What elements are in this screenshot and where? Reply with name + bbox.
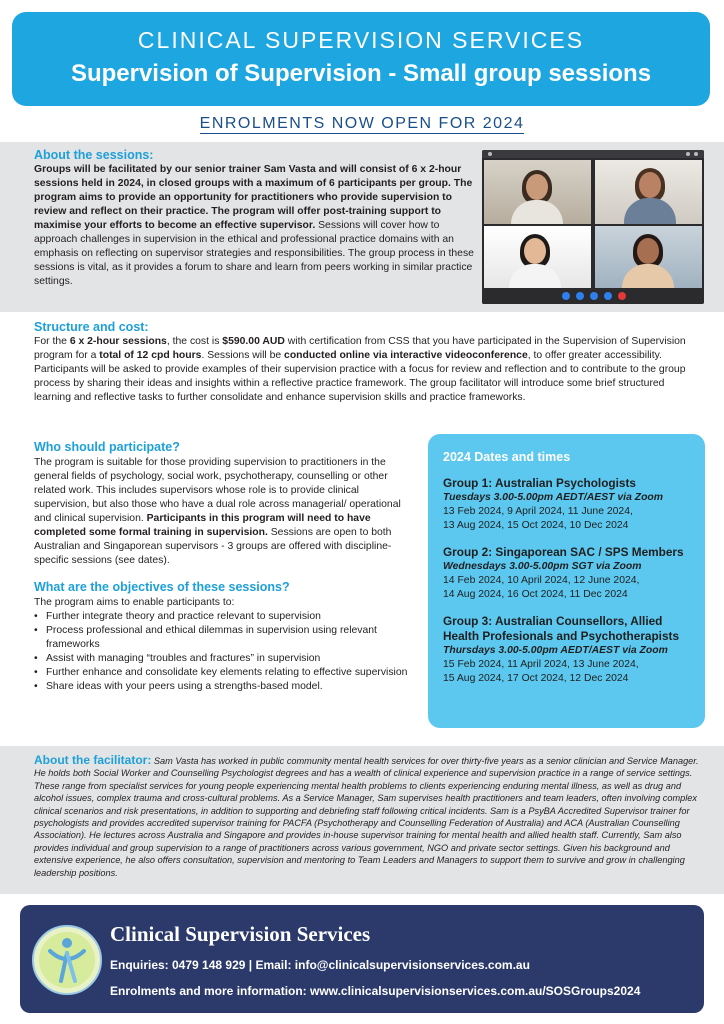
list-item: • Further enhance and consolidate key elements relating to effective supervision xyxy=(34,666,416,680)
group-dates: 15 Feb 2024, 11 April 2024, 13 June 2024, xyxy=(443,659,639,670)
structure-bold-text: conducted online via interactive videoconference xyxy=(284,350,528,361)
structure-body xyxy=(34,335,704,405)
participate-text: The program is suitable for those providing supervision to practitioners in the general fields of psychology, social work, psychotherapy, counselling or other related work. This includes supervisors whose role is to provide clinical supervision, but also those who have a dual role across managerial/ operational and clinical supervision. xyxy=(34,457,401,524)
group-title: Group 3: Australian Counsellors, Allied Health Profesionals and Psychotherapists xyxy=(443,614,680,643)
structure-text: with certification from CSS that you have participated in the Supervision of Supervision program for a xyxy=(34,336,686,361)
about-sessions-body xyxy=(34,163,474,289)
participate-section xyxy=(34,440,416,568)
structure-text: For the xyxy=(34,336,70,347)
window-dot-icon xyxy=(686,152,690,156)
list-item: • Assist with managing “troubles and fractures” in supervision xyxy=(34,652,416,666)
dates-title: 2024 Dates and times xyxy=(443,450,571,464)
group-time: Thursdays 3.00-5.00pm AEDT/AEST via Zoom xyxy=(443,645,668,656)
footer-enquiries: Enquiries: 0479 148 929 | Email: info@clinicalsupervisionservices.com.au xyxy=(110,958,530,972)
facilitator-text xyxy=(34,754,706,879)
about-sessions-heading: About the sessions: xyxy=(34,148,154,162)
video-tile-participant xyxy=(484,160,591,224)
video-call-topbar xyxy=(482,150,704,158)
left-column xyxy=(34,440,416,694)
participate-text: Sessions are open to both Australian and Singaporean supervisors - 3 groups are offered with discipline-specific sessions (see dates). xyxy=(34,527,392,566)
structure-text: , to offer greater accessibility. Participants will be asked to provide examples of their supervision practice with a focus for review and reflection and to contribute to the group process by sharing their ideas and insights within a reflective practice framework. The group facilitator will introduce some brief structured learning and reflective tasks to further consolidate and enhance supervision skills and practice frameworks. xyxy=(34,350,686,403)
facilitator-body: Sam Vasta has worked in public community mental health services for over thirty-five years as a senior clinician and Service Manager. He holds both Social Worker and Counselling Psychologist degrees and has a wealth of clinical experience and supervision practice in a range of service settings. These range from specialist services for young people experiencing mental health problems to clients experiencing enduring mental illness, as well as drug and alcohol issues, complex trauma and cross-cultural problems. As a Service Manager, Sam supervises health practitioners and team leaders, often involving complex clinical scenarios and risk presentations, in addition to supporting and debriefing staff following critical incidents. Sam is a PsyBA Accredited Supervisor trainer for psychologists and provides accredited supervisor training for PACFA (Psychotherapy and Counselling Federation of Australia) and ACA (Australian Counselling Association). He lectures across Australia and Singapore and provides in-house supervisor training for mental health and allied health staff. Currently, Sam also provides individual and group supervision to a range of practitioners across various government, NGO and private sector settings. Given his background and extensive experience, he also offers consultation, supervision and mentoring to Team Leaders and Managers to support them to survive and grow in challenging leadership positions. xyxy=(34,756,699,878)
structure-text: . Sessions will be xyxy=(201,350,285,361)
structure-cost-section xyxy=(34,320,704,405)
video-call-photo xyxy=(482,150,704,304)
participate-bold-text: Participants in this program will need to have completed some formal training in supervision. xyxy=(34,513,371,538)
group-dates: 15 Aug 2024, 17 Oct 2024, 12 Dec 2024 xyxy=(443,673,629,684)
participate-body xyxy=(34,456,416,568)
facilitator-heading: About the facilitator: xyxy=(34,753,152,767)
group-title: Group 2: Singaporean SAC / SPS Members xyxy=(443,545,684,559)
share-screen-icon xyxy=(590,292,598,300)
objectives-intro: The program aims to enable participants to: xyxy=(34,597,235,608)
objectives-list xyxy=(34,610,416,694)
list-item: • Further integrate theory and practice relevant to supervision xyxy=(34,610,416,624)
mic-icon xyxy=(562,292,570,300)
structure-price: $590.00 AUD xyxy=(222,336,285,347)
group-time: Tuesdays 3.00-5.00pm AEDT/AEST via Zoom xyxy=(443,492,664,503)
enrolments-banner xyxy=(0,115,724,133)
about-plain-text: Sessions will cover how to approach challenges in supervision in the ethical and professional practice domains with an emphasis on reflecting on supervisor strategies and responsibilities. The group process in these sessions is vital, as it provides a forum to share and learn from peers working in similar practice settings. xyxy=(34,220,474,287)
about-bold-text: Groups will be facilitated by our senior trainer Sam Vasta and will consist of 6 x 2-hour sessions held in 2024, in closed groups with a maximum of 6 participants per group. The program aims to provide an opportunity for practitioners who provide supervision to review and reflect on their practice. The program will offer post-training support to maximise your efforts to become an effective supervisor. xyxy=(34,164,473,231)
group-2 xyxy=(443,545,691,602)
structure-cpd-hours: total of 12 cpd hours xyxy=(99,350,202,361)
dates-times-box xyxy=(428,434,705,728)
video-tile-participant xyxy=(484,226,591,290)
enrolments-text: ENROLMENTS NOW OPEN FOR 2024 xyxy=(199,115,525,132)
video-tile-participant xyxy=(595,226,702,290)
end-call-icon xyxy=(618,292,626,300)
objectives-section xyxy=(34,580,416,694)
css-logo-icon xyxy=(30,923,104,997)
group-title: Group 1: Australian Psychologists xyxy=(443,476,636,490)
window-dot-icon xyxy=(694,152,698,156)
header-title: Supervision of Supervision - Small group sessions xyxy=(70,60,652,87)
participate-heading: Who should participate? xyxy=(34,440,180,454)
list-item: • Process professional and ethical dilemmas in supervision using relevant frameworks xyxy=(34,624,416,652)
about-sessions-text xyxy=(34,148,474,289)
video-tile-participant xyxy=(595,160,702,224)
group-dates: 13 Aug 2024, 15 Oct 2024, 10 Dec 2024 xyxy=(443,520,629,531)
facilitator-section xyxy=(0,746,724,894)
group-dates: 13 Feb 2024, 9 April 2024, 11 June 2024, xyxy=(443,506,633,517)
footer-more-info: Enrolments and more information: www.clinicalsupervisionservices.com.au/SOSGroups2024 xyxy=(110,984,641,998)
window-dot-icon xyxy=(488,152,492,156)
group-dates: 14 Aug 2024, 16 Oct 2024, 11 Dec 2024 xyxy=(443,589,628,600)
structure-text: , the cost is xyxy=(166,336,223,347)
camera-icon xyxy=(576,292,584,300)
group-1 xyxy=(443,476,691,533)
header-org-name: CLINICAL SUPERVISION SERVICES xyxy=(137,27,585,53)
footer xyxy=(20,905,704,1013)
objectives-heading: What are the objectives of these sessions? xyxy=(34,580,290,594)
video-call-controls xyxy=(482,288,704,304)
structure-bold-text: 6 x 2-hour sessions xyxy=(69,336,167,347)
group-time: Wednesdays 3.00-5.00pm SGT via Zoom xyxy=(443,561,642,572)
group-3 xyxy=(443,614,691,686)
list-item: • Share ideas with your peers using a strengths-based model. xyxy=(34,680,416,694)
footer-org-name: Clinical Supervision Services xyxy=(110,922,371,946)
header-banner xyxy=(12,12,710,106)
group-dates: 14 Feb 2024, 10 April 2024, 12 June 2024, xyxy=(443,575,640,586)
chat-icon xyxy=(604,292,612,300)
structure-heading: Structure and cost: xyxy=(34,320,149,334)
